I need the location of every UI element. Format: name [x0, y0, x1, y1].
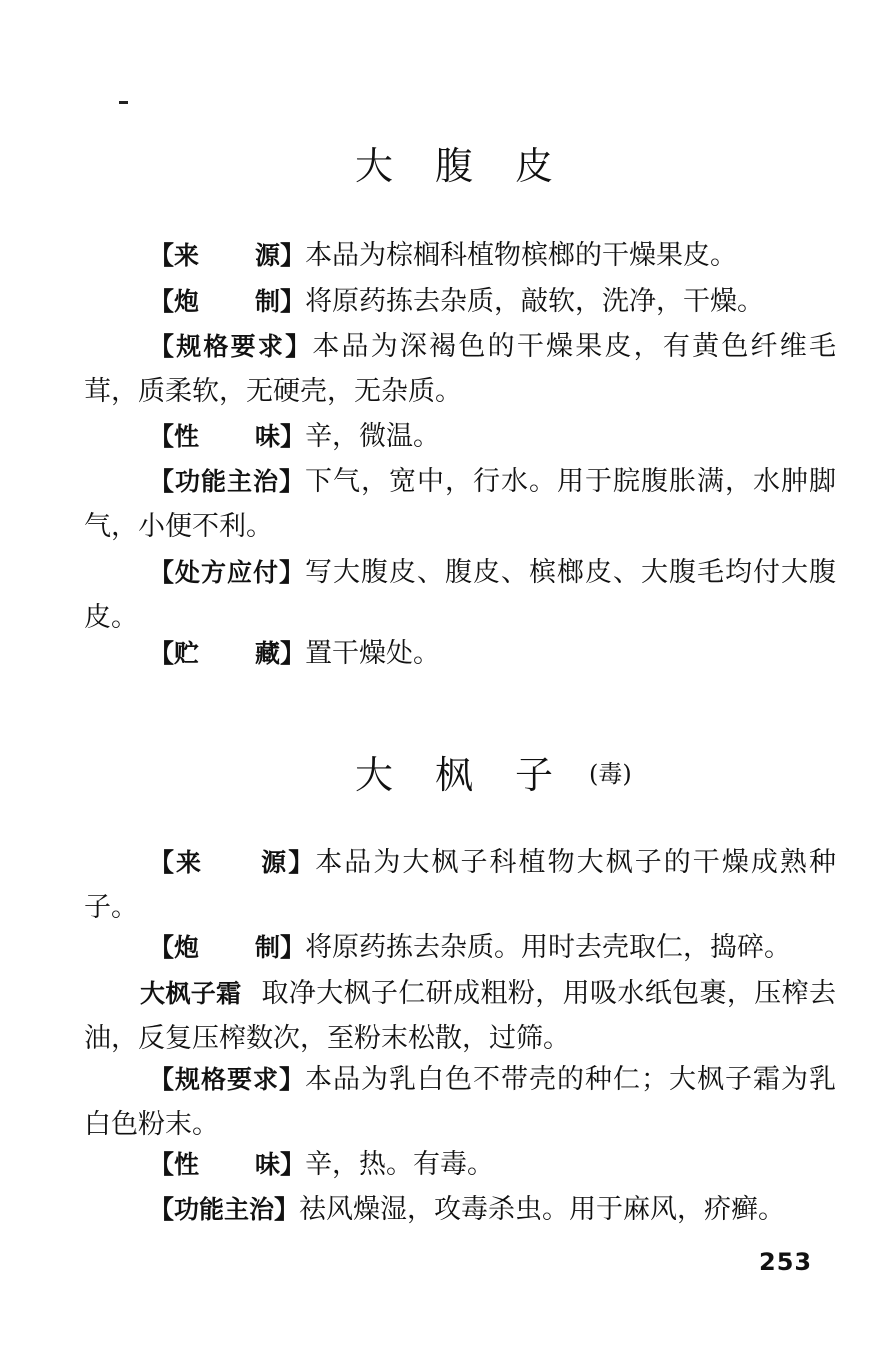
prescription-paragraph — [84, 550, 836, 640]
section-label: 【贮 藏】 — [149, 639, 306, 668]
title-char: 皮 — [515, 144, 554, 188]
section-label: 【功能主治】 — [149, 467, 305, 496]
section-text: 辛，微温。 — [305, 421, 441, 452]
label-char: 味 — [255, 1150, 281, 1179]
title-char: 枫 — [435, 753, 474, 797]
section-label: 【性 味】 — [149, 1150, 306, 1179]
source-paragraph — [84, 840, 836, 930]
label-char: 贮 — [174, 639, 200, 668]
label-char: 制 — [255, 287, 281, 316]
label-text: 功能主治 — [174, 1195, 275, 1224]
source-paragraph — [84, 233, 836, 278]
specification-paragraph — [84, 324, 836, 414]
label-char: 藏 — [255, 639, 281, 668]
label-char: 味 — [255, 422, 281, 451]
section-label: 【来 源】 — [149, 241, 306, 270]
label-char: 炮 — [174, 933, 200, 962]
section-text: 取净大枫子仁研成粗粉，用吸水纸包裹，压榨去油，反复压榨数次，至粉末松散，过筛。 — [84, 978, 836, 1054]
section-label: 【来 源】 — [149, 848, 316, 877]
preparation-term: 大枫子霜 — [140, 979, 242, 1008]
processing-paragraph — [84, 279, 836, 324]
label-char: 源 — [259, 848, 289, 877]
print-mark — [119, 101, 128, 104]
label-char: 性 — [174, 1150, 200, 1179]
section-label: 【规格要求】 — [149, 1065, 305, 1094]
entry-title-da-fu-pi — [355, 144, 595, 188]
section-text: 辛，热。有毒。 — [305, 1149, 495, 1180]
section-text: 本品为棕榈科植物槟榔的干燥果皮。 — [305, 240, 738, 271]
section-text: 本品为大枫子科植物大枫子的干燥成熟种子。 — [84, 847, 836, 923]
title-char: 腹 — [435, 144, 474, 188]
section-label: 【规格要求】 — [149, 332, 313, 361]
section-text: 下气，宽中，行水。用于脘腹胀满，水肿脚气，小便不利。 — [84, 466, 836, 542]
taste-paragraph — [84, 414, 836, 459]
label-char: 源 — [255, 241, 281, 270]
taste-paragraph — [84, 1142, 836, 1187]
section-text: 将原药拣去杂质，敲软，洗净，干燥。 — [305, 286, 765, 317]
section-text: 将原药拣去杂质。用时去壳取仁，捣碎。 — [305, 932, 792, 963]
functions-paragraph — [84, 459, 836, 549]
section-text: 祛风燥湿，攻毒杀虫。用于麻风，疥癣。 — [299, 1194, 786, 1225]
title-char: 子 — [515, 753, 554, 797]
label-text: 规格要求 — [176, 332, 286, 361]
label-char: 制 — [255, 933, 281, 962]
section-text: 本品为乳白色不带壳的种仁；大枫子霜为乳白色粉末。 — [84, 1064, 836, 1140]
section-text: 本品为深褐色的干燥果皮，有黄色纤维毛茸，质柔软，无硬壳，无杂质。 — [84, 331, 836, 407]
specification-paragraph — [84, 1057, 836, 1147]
frost-preparation-paragraph — [84, 971, 836, 1061]
entry-title-da-feng-zi — [355, 753, 632, 797]
section-label: 【处方应付】 — [149, 558, 305, 587]
processing-paragraph — [84, 925, 836, 970]
label-text: 处方应付 — [175, 558, 279, 587]
functions-paragraph — [84, 1187, 836, 1232]
label-char: 来 — [176, 848, 204, 877]
page-number: 253 — [759, 1248, 813, 1276]
label-text: 规格要求 — [175, 1065, 279, 1094]
section-label: 【功能主治】 — [149, 1195, 300, 1224]
section-text: 置干燥处。 — [305, 638, 441, 669]
section-label: 【炮 制】 — [149, 933, 306, 962]
label-char: 性 — [174, 422, 200, 451]
title-char: 大 — [355, 753, 394, 797]
toxicity-note: (毒) — [589, 760, 632, 788]
storage-paragraph — [84, 631, 836, 676]
label-text: 功能主治 — [175, 467, 279, 496]
label-char: 炮 — [174, 287, 200, 316]
section-label: 【炮 制】 — [149, 287, 306, 316]
section-text: 写大腹皮、腹皮、槟榔皮、大腹毛均付大腹皮。 — [84, 557, 836, 633]
title-char: 大 — [355, 144, 394, 188]
section-label: 【性 味】 — [149, 422, 306, 451]
label-char: 来 — [174, 241, 200, 270]
